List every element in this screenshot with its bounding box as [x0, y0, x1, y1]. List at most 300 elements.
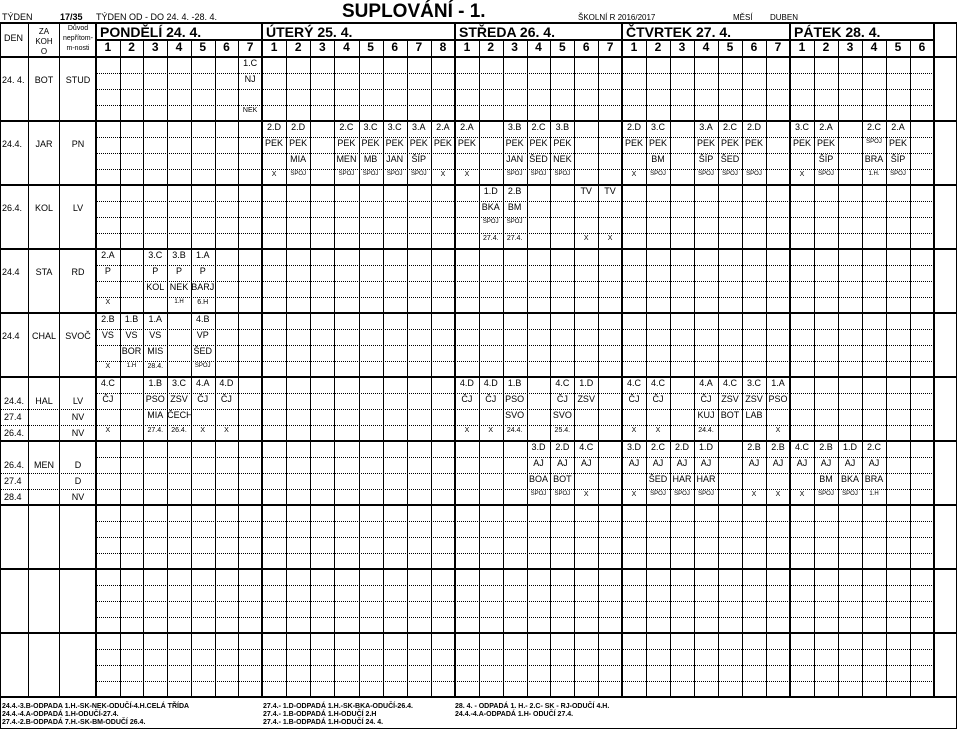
footer-note: 24.4.-4.A-ODPADÁ 1.H- ODUČÍ 27.4. — [455, 711, 574, 718]
grid-line — [167, 40, 168, 697]
cell-entry: 6.H — [197, 299, 209, 306]
cell-entry: 4.D — [459, 378, 474, 388]
row-date: 26.4. — [4, 460, 25, 470]
cell-entry: SVO — [552, 410, 572, 420]
cell-entry: ČJ — [628, 394, 640, 404]
period-number: 5 — [367, 40, 374, 54]
grid-line — [0, 376, 957, 378]
grid-line — [96, 617, 934, 618]
cell-entry: MB — [363, 154, 378, 164]
cell-entry: X — [583, 235, 589, 242]
cell-entry: 25.4. — [554, 427, 571, 434]
cell-entry: MIA — [147, 410, 164, 420]
row-date: 24.4. — [4, 396, 25, 406]
cell-entry: 1.B — [148, 378, 163, 388]
row-date: 24. 4. — [2, 75, 25, 85]
cell-entry: ŠED — [720, 154, 740, 164]
cell-entry: SPOJ — [866, 139, 882, 145]
period-number: 5 — [726, 40, 734, 54]
cell-entry: X — [105, 427, 111, 434]
cell-entry: VS — [125, 330, 138, 340]
grid-line — [96, 601, 934, 602]
cell-entry: 1.D — [483, 186, 498, 196]
grid-line — [0, 728, 957, 729]
row-reason: STUD — [65, 75, 91, 85]
period-number: 3 — [846, 40, 854, 54]
cell-entry: 1.H — [174, 299, 184, 305]
cell-entry: 1.A — [148, 314, 163, 324]
period-number: 7 — [774, 40, 782, 54]
cell-entry: PEK — [792, 138, 811, 148]
cell-entry: X — [775, 427, 781, 434]
cell-entry: 1.C — [243, 58, 258, 68]
duvod-header: m-nosti — [66, 45, 90, 52]
cell-entry: 1.B — [124, 314, 139, 324]
cell-entry: AJ — [820, 458, 832, 468]
cell-entry: ČJ — [461, 394, 473, 404]
cell-entry: PEK — [385, 138, 404, 148]
period-number: 1 — [463, 40, 471, 54]
cell-entry: 2.A — [101, 250, 115, 260]
cell-entry: 4.D — [483, 378, 498, 388]
cell-entry: 28.4. — [147, 363, 164, 370]
footer-note: 27.4.-2.B-ODPADÁ 7.H.-SK-BM-ODUČÍ 26.4. — [2, 719, 146, 726]
period-number: 5 — [894, 40, 902, 54]
month-value: DUBEN — [770, 13, 799, 22]
period-number: 2 — [294, 40, 302, 54]
cell-entry: PSO — [145, 394, 165, 404]
cell-entry: ZSV — [745, 394, 763, 404]
cell-entry: PEK — [529, 138, 548, 148]
cell-entry: 24.4. — [506, 427, 523, 434]
row-reason: NV — [71, 428, 85, 438]
grid-line — [215, 40, 216, 697]
cell-entry: X — [271, 171, 277, 178]
za-koho-header: O — [40, 47, 48, 56]
period-number: 2 — [128, 40, 135, 54]
week-label: TÝDEN — [2, 12, 33, 22]
cell-entry: 3.A — [412, 122, 426, 132]
cell-entry: 2.C — [531, 122, 546, 132]
cell-entry: MEN — [336, 154, 357, 164]
cell-entry: 4.C — [650, 378, 665, 388]
cell-entry: SPOJ — [530, 491, 547, 497]
cell-entry: AJ — [700, 458, 712, 468]
grid-line — [0, 425, 96, 426]
grid-line — [0, 440, 957, 442]
cell-entry: PEK — [624, 138, 643, 148]
cell-entry: ZSV — [170, 394, 188, 404]
cell-entry: ZSV — [577, 394, 595, 404]
cell-entry: ŠED — [648, 474, 668, 484]
cell-entry: P — [199, 266, 206, 276]
cell-entry: SPOJ — [506, 171, 523, 177]
cell-entry: SPOJ — [890, 171, 906, 177]
grid-line — [96, 329, 934, 330]
grid-line — [96, 233, 934, 234]
row-teacher: MEN — [34, 460, 54, 470]
grid-line — [95, 23, 97, 697]
cell-entry: X — [224, 427, 229, 434]
cell-entry: 3.B — [507, 122, 522, 132]
cell-entry: PEK — [720, 138, 739, 148]
row-date: 27.4 — [4, 476, 22, 486]
cell-entry: BARJ — [191, 282, 215, 292]
cell-entry: 1.B — [507, 378, 522, 388]
period-number: 3 — [678, 40, 686, 54]
grid-line — [838, 40, 839, 697]
cell-entry: X — [799, 171, 805, 178]
cell-entry: 1.D — [842, 442, 857, 452]
week-number: 17/35 — [60, 12, 83, 22]
cell-entry: MIA — [290, 154, 307, 164]
footer-note: 28. 4. - ODPADÁ 1. H.- 2.C- SK - RJ-ODUČÍ 4.H. — [455, 703, 610, 710]
period-number: 1 — [630, 40, 638, 54]
cell-entry: ČJ — [700, 394, 712, 404]
cell-entry: SPOJ — [338, 171, 355, 177]
cell-entry: 2.D — [555, 442, 570, 452]
cell-entry: PEK — [553, 138, 572, 148]
cell-entry: X — [200, 427, 206, 434]
cell-entry: SPOJ — [818, 491, 834, 497]
cell-entry: 3.D — [531, 442, 546, 452]
cell-entry: 2.D — [674, 442, 689, 452]
grid-line — [96, 585, 934, 586]
cell-entry: 1.A — [195, 250, 210, 260]
grid-line — [96, 457, 934, 458]
cell-entry: 4.A — [195, 378, 210, 388]
grid-line — [0, 312, 957, 314]
day-title: ÚTERÝ 25. 4. — [266, 24, 353, 40]
cell-entry: BKA — [840, 474, 859, 484]
cell-entry: 27.4. — [147, 427, 164, 434]
cell-entry: NEK — [242, 107, 258, 114]
period-number: 4 — [175, 40, 183, 54]
grid-line — [96, 297, 934, 298]
cell-entry: SVO — [505, 410, 525, 420]
period-number: 5 — [199, 40, 207, 54]
grid-line — [96, 665, 934, 666]
cell-entry: VP — [196, 330, 209, 340]
row-reason: RD — [71, 267, 85, 277]
grid-line — [96, 345, 934, 346]
cell-entry: VS — [101, 330, 114, 340]
grid-line — [0, 409, 96, 410]
cell-entry: BOR — [121, 346, 142, 356]
school-year: ŠKOLNÍ R 2016/2017 — [578, 13, 656, 22]
cell-entry: HAR — [672, 474, 692, 484]
cell-entry: SPOJ — [674, 491, 690, 497]
cell-entry: 3.C — [387, 122, 402, 132]
period-number: 6 — [918, 40, 926, 54]
cell-entry: 2.C — [339, 122, 354, 132]
grid-line — [96, 73, 934, 74]
day-title: PONDĚLÍ 24. 4. — [100, 24, 202, 40]
period-number: 1 — [270, 40, 278, 54]
cell-entry: AJ — [580, 458, 592, 468]
page-title: SUPLOVÁNÍ - 1. — [342, 1, 486, 22]
den-header: DEN — [4, 33, 24, 43]
cell-entry: 3.C — [650, 122, 665, 132]
cell-entry: PEK — [696, 138, 715, 148]
cell-entry: PEK — [433, 138, 452, 148]
cell-entry: 2.A — [819, 122, 833, 132]
period-number: 1 — [798, 40, 806, 54]
cell-entry: PEK — [888, 138, 907, 148]
cell-entry: BM — [651, 154, 665, 164]
cell-entry: JAN — [506, 154, 524, 164]
grid-line — [766, 40, 767, 697]
cell-entry: SPOJ — [410, 171, 427, 177]
cell-entry: 4.A — [699, 378, 713, 388]
row-reason: D — [74, 460, 82, 470]
grid-line — [0, 697, 1, 728]
cell-entry: X — [105, 363, 111, 370]
cell-entry: HAR — [696, 474, 716, 484]
cell-entry: 2.D — [291, 122, 306, 132]
row-date: 26.4. — [2, 203, 23, 213]
cell-entry: SPOJ — [530, 171, 547, 177]
period-number: 6 — [750, 40, 758, 54]
cell-entry: SPOJ — [362, 171, 379, 177]
period-number: 7 — [246, 40, 254, 54]
grid-line — [96, 537, 934, 538]
cell-entry: VS — [149, 330, 162, 340]
cell-entry: BM — [819, 474, 833, 484]
grid-line — [598, 40, 599, 697]
period-number: 8 — [439, 40, 447, 54]
footer-note: 27.4.- 1.B-ODPADÁ 1.H-ODUČÍ 24. 4. — [263, 719, 384, 726]
cell-entry: AJ — [652, 458, 664, 468]
row-reason: NV — [71, 492, 85, 502]
period-number: 4 — [702, 40, 710, 54]
cell-entry: 1.D — [698, 442, 713, 452]
row-date: 28.4 — [4, 492, 22, 502]
grid-line — [479, 40, 480, 697]
grid-line — [0, 248, 957, 250]
cell-entry: 1.H — [126, 363, 137, 369]
row-teacher: BOT — [34, 75, 54, 85]
cell-entry: SPOJ — [842, 491, 858, 497]
cell-entry: AJ — [868, 458, 880, 468]
cell-entry: 3.B — [555, 122, 570, 132]
grid-line — [96, 425, 934, 426]
cell-entry: 3.C — [794, 122, 809, 132]
cell-entry: 3.C — [148, 250, 163, 260]
cell-entry: X — [440, 171, 446, 178]
cell-entry: 1.D — [579, 378, 594, 388]
grid-line — [96, 105, 934, 106]
cell-entry: 26.4. — [171, 427, 187, 434]
cell-entry: 3.D — [626, 442, 641, 452]
cell-entry: BOT — [553, 474, 572, 484]
cell-entry: AJ — [796, 458, 808, 468]
cell-entry: SPOJ — [722, 171, 738, 177]
period-number: 6 — [223, 40, 230, 54]
grid-line — [0, 56, 957, 58]
cell-entry: PEK — [361, 138, 380, 148]
cell-entry: X — [799, 491, 805, 498]
za-koho-header: ZA — [38, 27, 50, 36]
row-reason: NV — [71, 412, 85, 422]
cell-entry: X — [655, 427, 661, 434]
cell-entry: 4.C — [722, 378, 737, 388]
cell-entry: NJ — [244, 74, 256, 84]
grid-line — [96, 169, 934, 170]
cell-entry: ČJ — [652, 394, 664, 404]
period-number: 2 — [654, 40, 662, 54]
cell-entry: SPOJ — [698, 491, 714, 497]
cell-entry: AJ — [748, 458, 760, 468]
grid-line — [0, 489, 96, 490]
cell-entry: NEK — [553, 154, 572, 164]
day-title: PÁTEK 28. 4. — [794, 24, 881, 40]
grid-line — [96, 681, 934, 682]
cell-entry: ŠÍP — [890, 154, 906, 164]
cell-entry: 1.A — [771, 378, 785, 388]
cell-entry: X — [607, 235, 613, 242]
cell-entry: AJ — [772, 458, 784, 468]
period-number: 4 — [535, 40, 542, 54]
cell-entry: P — [152, 266, 159, 276]
cell-entry: SPOJ — [650, 171, 666, 177]
row-teacher: HAL — [35, 396, 53, 406]
grid-line — [0, 473, 96, 474]
cell-entry: TV — [604, 186, 616, 196]
period-number: 3 — [151, 40, 159, 54]
cell-entry: 4.C — [794, 442, 809, 452]
cell-entry: X — [775, 491, 781, 498]
cell-entry: 2.A — [891, 122, 905, 132]
cell-entry: 3.B — [172, 250, 186, 260]
za-koho-header: KOH — [35, 37, 53, 46]
cell-entry: PEK — [648, 138, 667, 148]
cell-entry: ČJ — [220, 394, 232, 404]
cell-entry: SPOJ — [506, 219, 523, 225]
footer-note: 24.4.-4.A-ODPADÁ 1.H-ODUČÍ-27.4. — [2, 711, 119, 718]
cell-entry: ZSV — [721, 394, 739, 404]
cell-entry: 2.B — [507, 186, 522, 196]
duvod-header: nepřítom- — [63, 35, 93, 42]
cell-entry: 1.H. — [868, 171, 880, 177]
cell-entry: 3.C — [171, 378, 186, 388]
period-number: 6 — [391, 40, 399, 54]
cell-entry: 4.C — [579, 442, 594, 452]
cell-entry: PEK — [744, 138, 763, 148]
cell-entry: 2.D — [626, 122, 641, 132]
grid-line — [96, 265, 934, 266]
row-reason: LV — [72, 203, 84, 213]
grid-line — [96, 89, 934, 90]
cell-entry: MIS — [147, 346, 164, 356]
cell-entry: 4.D — [219, 378, 234, 388]
cell-entry: ČJ — [102, 394, 114, 404]
period-number: 3 — [318, 40, 326, 54]
grid-line — [96, 217, 934, 218]
cell-entry: 27.4. — [482, 235, 499, 242]
cell-entry: SPOJ — [650, 491, 666, 497]
cell-entry: ČJ — [485, 394, 497, 404]
row-date: 24.4. — [2, 139, 23, 149]
cell-entry: 2.C — [650, 442, 665, 452]
cell-entry: PSO — [505, 394, 525, 404]
footer-note: 24.4.-3.B-ODPADA 1.H.-SK-NEK-ODUČÍ-4.H.CELÁ TŘÍDA — [2, 703, 190, 710]
cell-entry: SPOJ — [554, 491, 571, 497]
cell-entry: ŠÍP — [411, 154, 427, 164]
cell-entry: SPOJ — [386, 171, 403, 177]
row-date: 24.4 — [2, 267, 20, 277]
cell-entry: ČECH — [167, 410, 193, 420]
period-number: 7 — [415, 40, 423, 54]
cell-entry: 2.D — [267, 122, 282, 132]
cell-entry: ŠED — [193, 346, 212, 356]
cell-entry: 4.C — [555, 378, 570, 388]
cell-entry: PSO — [768, 394, 788, 404]
cell-entry: 4.B — [195, 314, 210, 324]
cell-entry: X — [631, 171, 637, 178]
footer-note: 27.4.- 1.B-ODPADÁ 1.H-ODUČÍ 2.H — [263, 711, 377, 718]
cell-entry: 2.B — [747, 442, 761, 452]
grid-line — [670, 40, 671, 697]
cell-entry: 2.A — [436, 122, 450, 132]
cell-entry: PEK — [265, 138, 284, 148]
cell-entry: AJ — [533, 458, 544, 468]
cell-entry: AJ — [676, 458, 688, 468]
day-title: ČTVRTEK 27. 4. — [626, 24, 732, 40]
cell-entry: X — [631, 491, 637, 498]
row-date: 26.4. — [4, 428, 25, 438]
cell-entry: ŠÍP — [698, 154, 714, 164]
period-number: 4 — [343, 40, 350, 54]
cell-entry: 2.D — [746, 122, 761, 132]
period-number: 3 — [511, 40, 518, 54]
cell-entry: X — [583, 491, 589, 498]
cell-entry: SPOJ — [746, 171, 762, 177]
period-number: 2 — [487, 40, 495, 54]
grid-line — [0, 568, 957, 570]
cell-entry: 3.C — [363, 122, 378, 132]
grid-line — [910, 40, 911, 697]
cell-entry: 2.C — [722, 122, 737, 132]
cell-entry: AJ — [628, 458, 640, 468]
cell-entry: 2.C — [866, 122, 881, 132]
cell-entry: JAN — [386, 154, 404, 164]
cell-entry: AJ — [557, 458, 568, 468]
cell-entry: ČJ — [556, 394, 568, 404]
row-reason: SVOČ — [65, 331, 91, 341]
grid-line — [28, 23, 29, 697]
cell-entry: KUJ — [697, 410, 715, 420]
cell-entry: ŠÍP — [818, 154, 834, 164]
footer-note: 27.4.- 1.D-ODPADÁ 1.H.-SK-BKA-ODUČÍ-26.4. — [263, 703, 414, 710]
cell-entry: 1.H — [869, 491, 879, 497]
row-teacher: JAR — [35, 139, 53, 149]
row-reason: D — [74, 476, 82, 486]
grid-line — [96, 361, 934, 362]
cell-entry: PEK — [289, 138, 308, 148]
cell-entry: AJ — [844, 458, 856, 468]
period-number: 1 — [104, 40, 112, 54]
cell-entry: 4.C — [100, 378, 115, 388]
cell-entry: BOT — [720, 410, 740, 420]
grid-line — [59, 23, 60, 697]
cell-entry: BRA — [864, 474, 884, 484]
row-reason: LV — [72, 396, 84, 406]
cell-entry: 27.4. — [506, 235, 523, 242]
cell-entry: TV — [580, 186, 592, 196]
cell-entry: BRA — [864, 154, 884, 164]
grid-line — [0, 504, 957, 506]
